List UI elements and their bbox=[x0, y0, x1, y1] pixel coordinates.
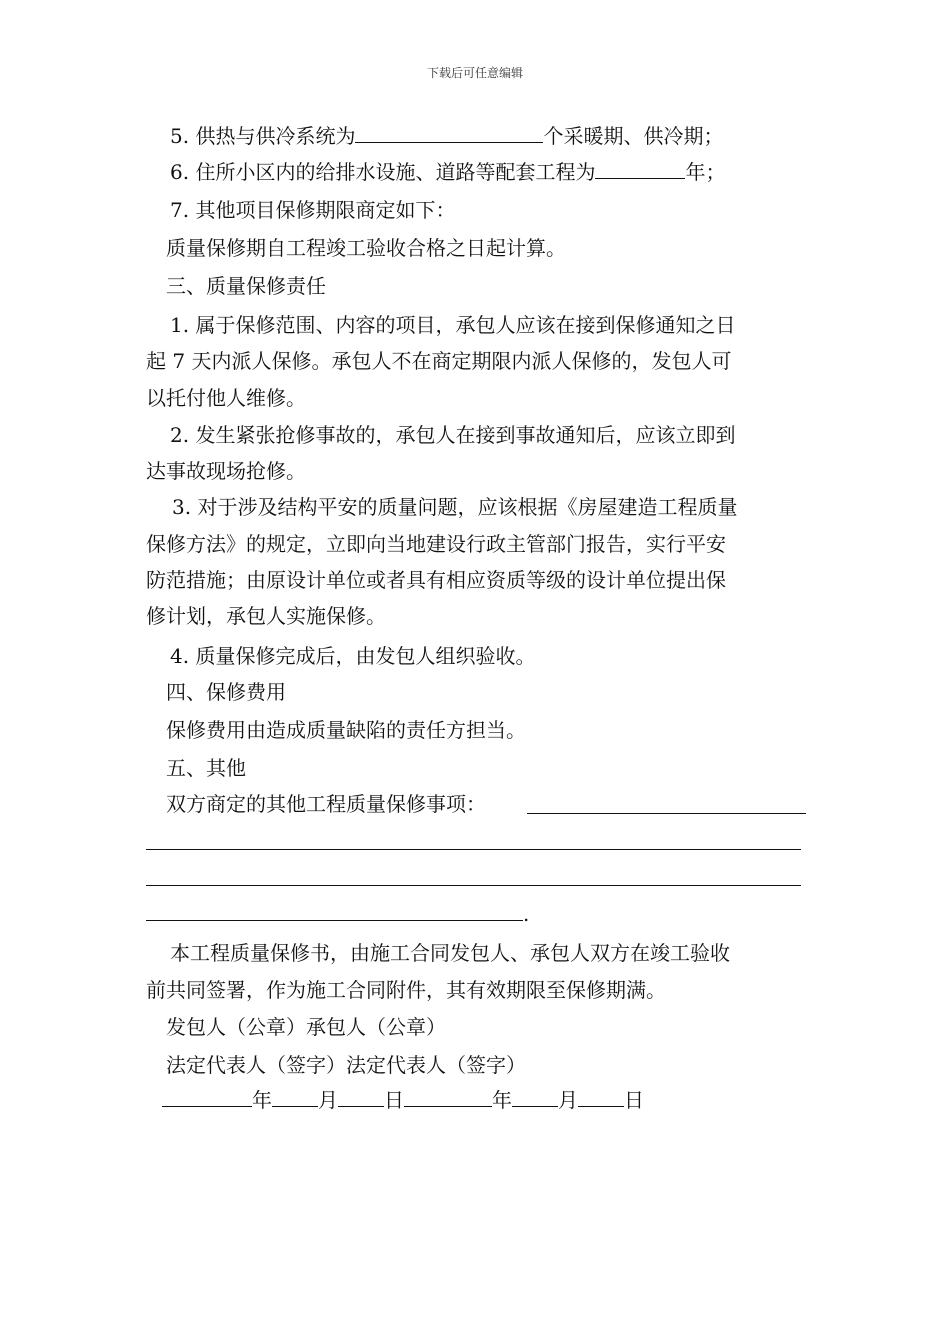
year-field-2[interactable] bbox=[404, 1088, 492, 1107]
section-4-heading: 四、保修费用 bbox=[166, 680, 286, 704]
signature-line: 法定代表人（签字）法定代表人（签字） bbox=[166, 1053, 526, 1077]
section-5-heading: 五、其他 bbox=[166, 756, 246, 780]
item-6-text-end: 年； bbox=[685, 160, 726, 184]
day-label-2: 日 bbox=[624, 1088, 644, 1112]
item-6-line bbox=[170, 160, 725, 184]
other-terms-blank-3[interactable] bbox=[146, 885, 801, 886]
para-2-line-1: 2. 发生紧张抢修事故的，承包人在接到事故通知后，应该立即到 bbox=[170, 423, 736, 447]
item-7-line: 7. 其他项目保修期限商定如下： bbox=[170, 198, 456, 222]
other-terms-blank-1[interactable] bbox=[527, 813, 806, 814]
year-label-1: 年 bbox=[252, 1088, 272, 1112]
section-3-heading: 三、质量保修责任 bbox=[166, 274, 326, 298]
warranty-start-line: 质量保修期自工程竣工验收合格之日起计算。 bbox=[166, 236, 566, 260]
seal-line: 发包人（公章）承包人（公章） bbox=[166, 1015, 446, 1039]
closing-line-1: 本工程质量保修书，由施工合同发包人、承包人双方在竣工验收 bbox=[170, 941, 730, 965]
para-3-line-1: 3. 对于涉及结构平安的质量问题，应该根据《房屋建造工程质量 bbox=[172, 495, 738, 519]
day-label-1: 日 bbox=[384, 1088, 404, 1112]
other-terms-blank-2[interactable] bbox=[146, 849, 801, 850]
year-label-2: 年 bbox=[492, 1088, 512, 1112]
section-5-text: 双方商定的其他工程质量保修事项： bbox=[166, 792, 486, 816]
month-field-2[interactable] bbox=[512, 1088, 558, 1107]
month-label-1: 月 bbox=[318, 1088, 338, 1112]
date-line bbox=[162, 1088, 644, 1112]
day-field-1[interactable] bbox=[338, 1088, 384, 1107]
day-field-2[interactable] bbox=[578, 1088, 624, 1107]
month-label-2: 月 bbox=[558, 1088, 578, 1112]
item-6-text: 6. 住所小区内的给排水设施、道路等配套工程为 bbox=[170, 160, 596, 184]
item-5-text: 5. 供热与供冷系统为 bbox=[170, 124, 356, 148]
para-3-line-3: 防范措施；由原设计单位或者具有相应资质等级的设计单位提出保 bbox=[146, 568, 726, 592]
blank-field[interactable] bbox=[355, 124, 543, 143]
other-terms-period: . bbox=[523, 902, 530, 926]
para-3-line-2: 保修方法》的规定，立即向当地建设行政主管部门报告，实行平安 bbox=[146, 532, 726, 556]
item-5-text-end: 个采暖期、供冷期； bbox=[543, 124, 724, 148]
para-4-line: 4. 质量保修完成后，由发包人组织验收。 bbox=[170, 644, 536, 668]
blank-field[interactable] bbox=[595, 160, 685, 179]
para-2-line-2: 达事故现场抢修。 bbox=[146, 459, 306, 483]
item-5-line bbox=[170, 124, 723, 148]
section-4-text: 保修费用由造成质量缺陷的责任方担当。 bbox=[166, 718, 526, 742]
para-1-line-1: 1. 属于保修范围、内容的项目，承包人应该在接到保修通知之日 bbox=[170, 313, 736, 337]
month-field-1[interactable] bbox=[272, 1088, 318, 1107]
para-3-line-4: 修计划，承包人实施保修。 bbox=[146, 604, 386, 628]
year-field-1[interactable] bbox=[162, 1088, 252, 1107]
para-1-line-3: 以托付他人维修。 bbox=[146, 386, 306, 410]
para-1-line-2: 起 7 天内派人保修。承包人不在商定期限内派人保修的，发包人可 bbox=[146, 349, 732, 373]
page-header: 下载后可任意编辑 bbox=[426, 66, 523, 80]
closing-line-2: 前共同签署，作为施工合同附件，其有效期限至保修期满。 bbox=[146, 978, 666, 1002]
other-terms-blank-4[interactable] bbox=[146, 920, 523, 921]
